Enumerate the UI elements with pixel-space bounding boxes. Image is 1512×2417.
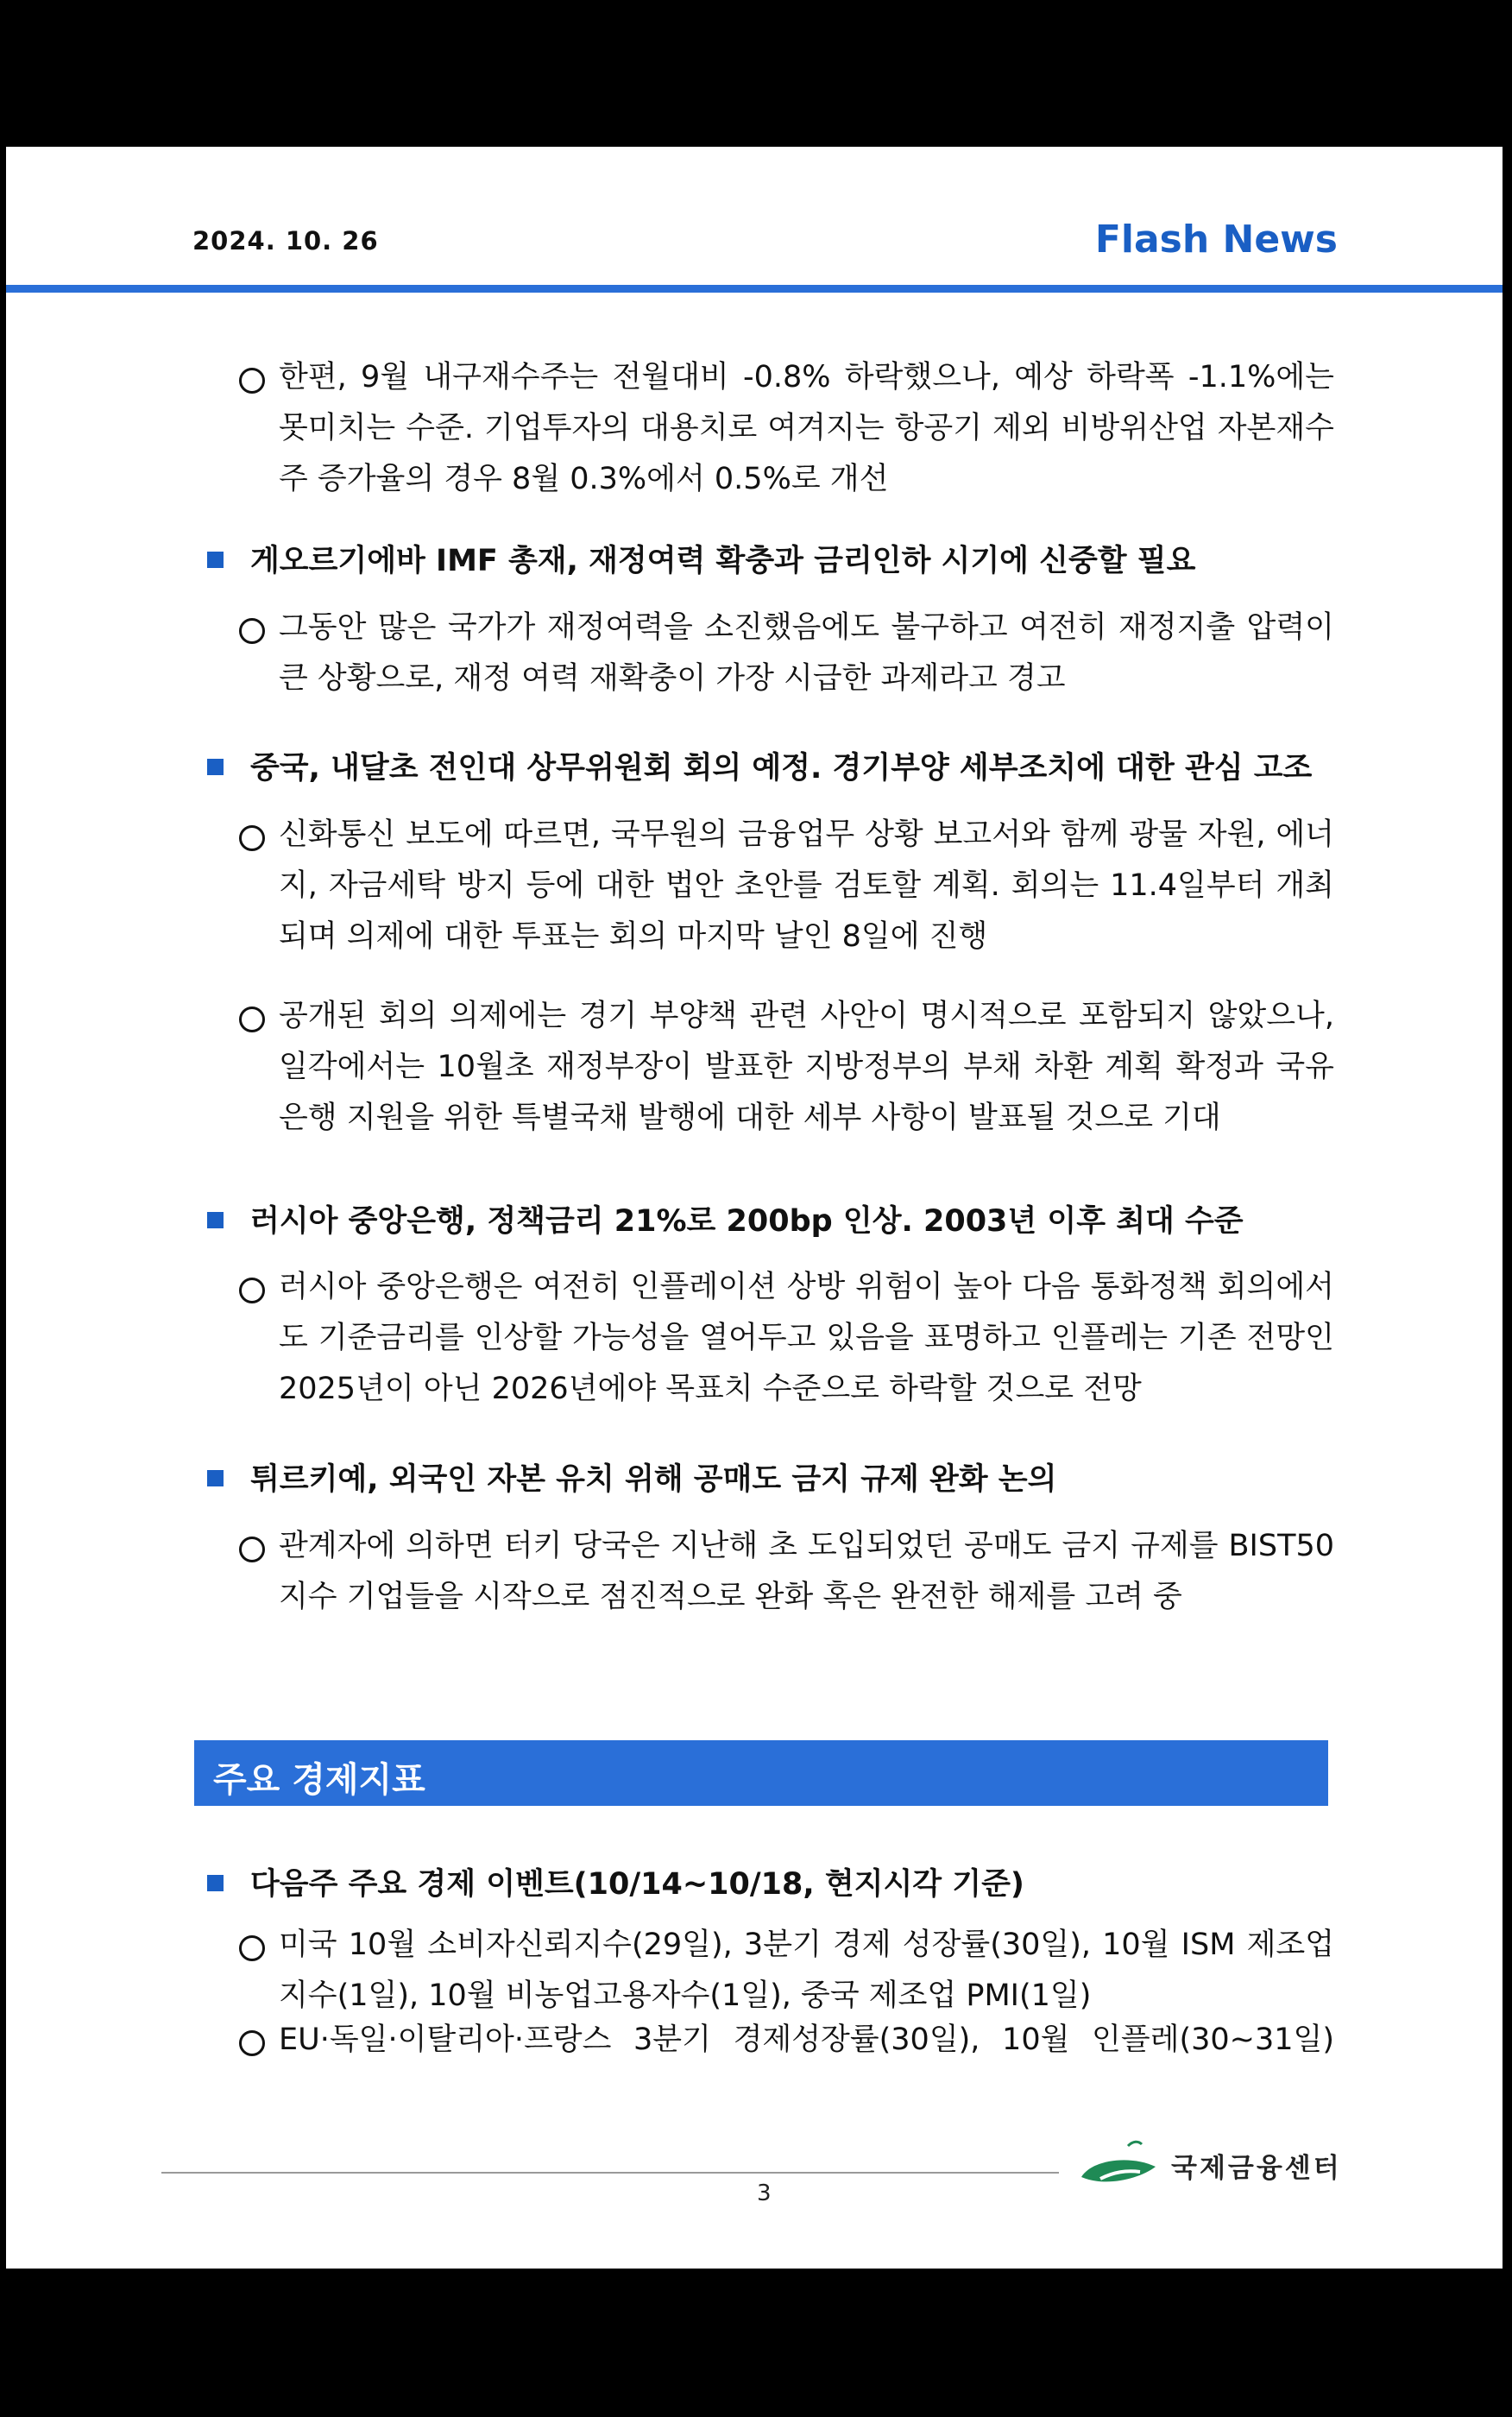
document-page [6, 147, 1503, 2269]
heading-imf: 게오르기에바 IMF 총재, 재정여력 확충과 금리인하 시기에 신중할 필요 [250, 544, 1196, 578]
report-date: 2024. 10. 26 [192, 226, 379, 256]
paragraph-imf: 그동안 많은 국가가 재정여력을 소진했음에도 불구하고 여전히 재정지출 압력이 큰 상황으로, 재정 여력 재확충이 가장 시급한 과제라고 경고 [279, 610, 1334, 696]
bullet-circle-icon [239, 368, 265, 394]
bullet-circle-icon [239, 1537, 265, 1562]
bullet-circle-icon [239, 1935, 265, 1961]
paragraph-durable-goods: 한편, 9월 내구재수주는 전월대비 -0.8% 하락했으나, 예상 하락폭 -1.1%에는 못미치는 수준. 기업투자의 대용치로 여겨지는 항공기 제외 비방위산업 자본재수주 증가율의 경우 8월 0.3%에서 0.5%로 개선 [279, 360, 1334, 496]
heading-china: 중국, 내달초 전인대 상무위원회 회의 예정. 경기부양 세부조치에 대한 관심 고조 [250, 751, 1313, 786]
bullet-square-icon [207, 759, 224, 775]
paragraph-china-agenda: 공개된 회의 의제에는 경기 부양책 관련 사안이 명시적으로 포함되지 않았으나, 일각에서는 10월초 재정부장이 발표한 지방정부의 부채 차환 계획 확정과 국유은행 지원을 위한 특별국채 발행에 대한 세부 사항이 발표될 것으로 기대 [279, 999, 1334, 1135]
paragraph-turkiye: 관계자에 의하면 터키 당국은 지난해 초 도입되었던 공매도 금지 규제를 BIST50지수 기업들을 시작으로 점진적으로 완화 혹은 완전한 해제를 고려 중 [279, 1529, 1334, 1614]
paragraph-china-xinhua: 신화통신 보도에 따르면, 국무원의 금융업무 상황 보고서와 함께 광물 자원, 에너지, 자금세탁 방지 등에 대한 법안 초안를 검토할 계획. 회의는 11.4일부터 개최되며 의제에 대한 투표는 회의 마지막 날인 8일에 진행 [279, 817, 1334, 954]
heading-next-week-events: 다음주 주요 경제 이벤트(10/14~10/18, 현지시각 기준) [250, 1867, 1024, 1902]
bullet-circle-icon [239, 2030, 265, 2056]
paragraph-eu-events: EU·독일·이탈리아·프랑스 3분기 경제성장률(30일), 10월 인플레(30~31일) [279, 2023, 1334, 2057]
heading-russia: 러시아 중앙은행, 정책금리 21%로 200bp 인상. 2003년 이후 최대 수준 [250, 1204, 1244, 1239]
kcif-logo [1076, 2134, 1361, 2194]
paragraph-russia: 러시아 중앙은행은 여전히 인플레이션 상방 위험이 높아 다음 통화정책 회의에서도 기준금리를 인상할 가능성을 열어두고 있음을 표명하고 인플레는 기존 전망인 2025년이 아닌 2026년에야 목표치 수준으로 하락할 것으로 전망 [279, 1270, 1334, 1406]
bullet-square-icon [207, 1470, 224, 1486]
bullet-circle-icon [239, 1007, 265, 1032]
kcif-logo-mark-icon [1076, 2134, 1162, 2194]
bullet-square-icon [207, 1875, 224, 1891]
heading-turkiye: 튀르키예, 외국인 자본 유치 위해 공매도 금지 규제 완화 논의 [250, 1462, 1057, 1497]
kcif-logo-text: 국제금융센터 [1171, 2153, 1342, 2184]
page-number: 3 [757, 2180, 772, 2206]
bullet-circle-icon [239, 618, 265, 644]
section-header-economic-indicators [194, 1740, 1328, 1806]
paragraph-us-events: 미국 10월 소비자신뢰지수(29일), 3분기 경제 성장률(30일), 10월 ISM 제조업지수(1일), 10월 비농업고용자수(1일), 중국 제조업 PMI(1일) [279, 1928, 1334, 2013]
footer-rule [161, 2172, 1059, 2174]
bullet-circle-icon [239, 825, 265, 851]
brand-title: Flash News [1094, 218, 1338, 262]
bullet-square-icon [207, 552, 224, 568]
bullet-square-icon [207, 1212, 224, 1228]
bullet-circle-icon [239, 1278, 265, 1303]
header-rule [6, 285, 1503, 293]
section-title: 주요 경제지표 [213, 1760, 425, 1800]
